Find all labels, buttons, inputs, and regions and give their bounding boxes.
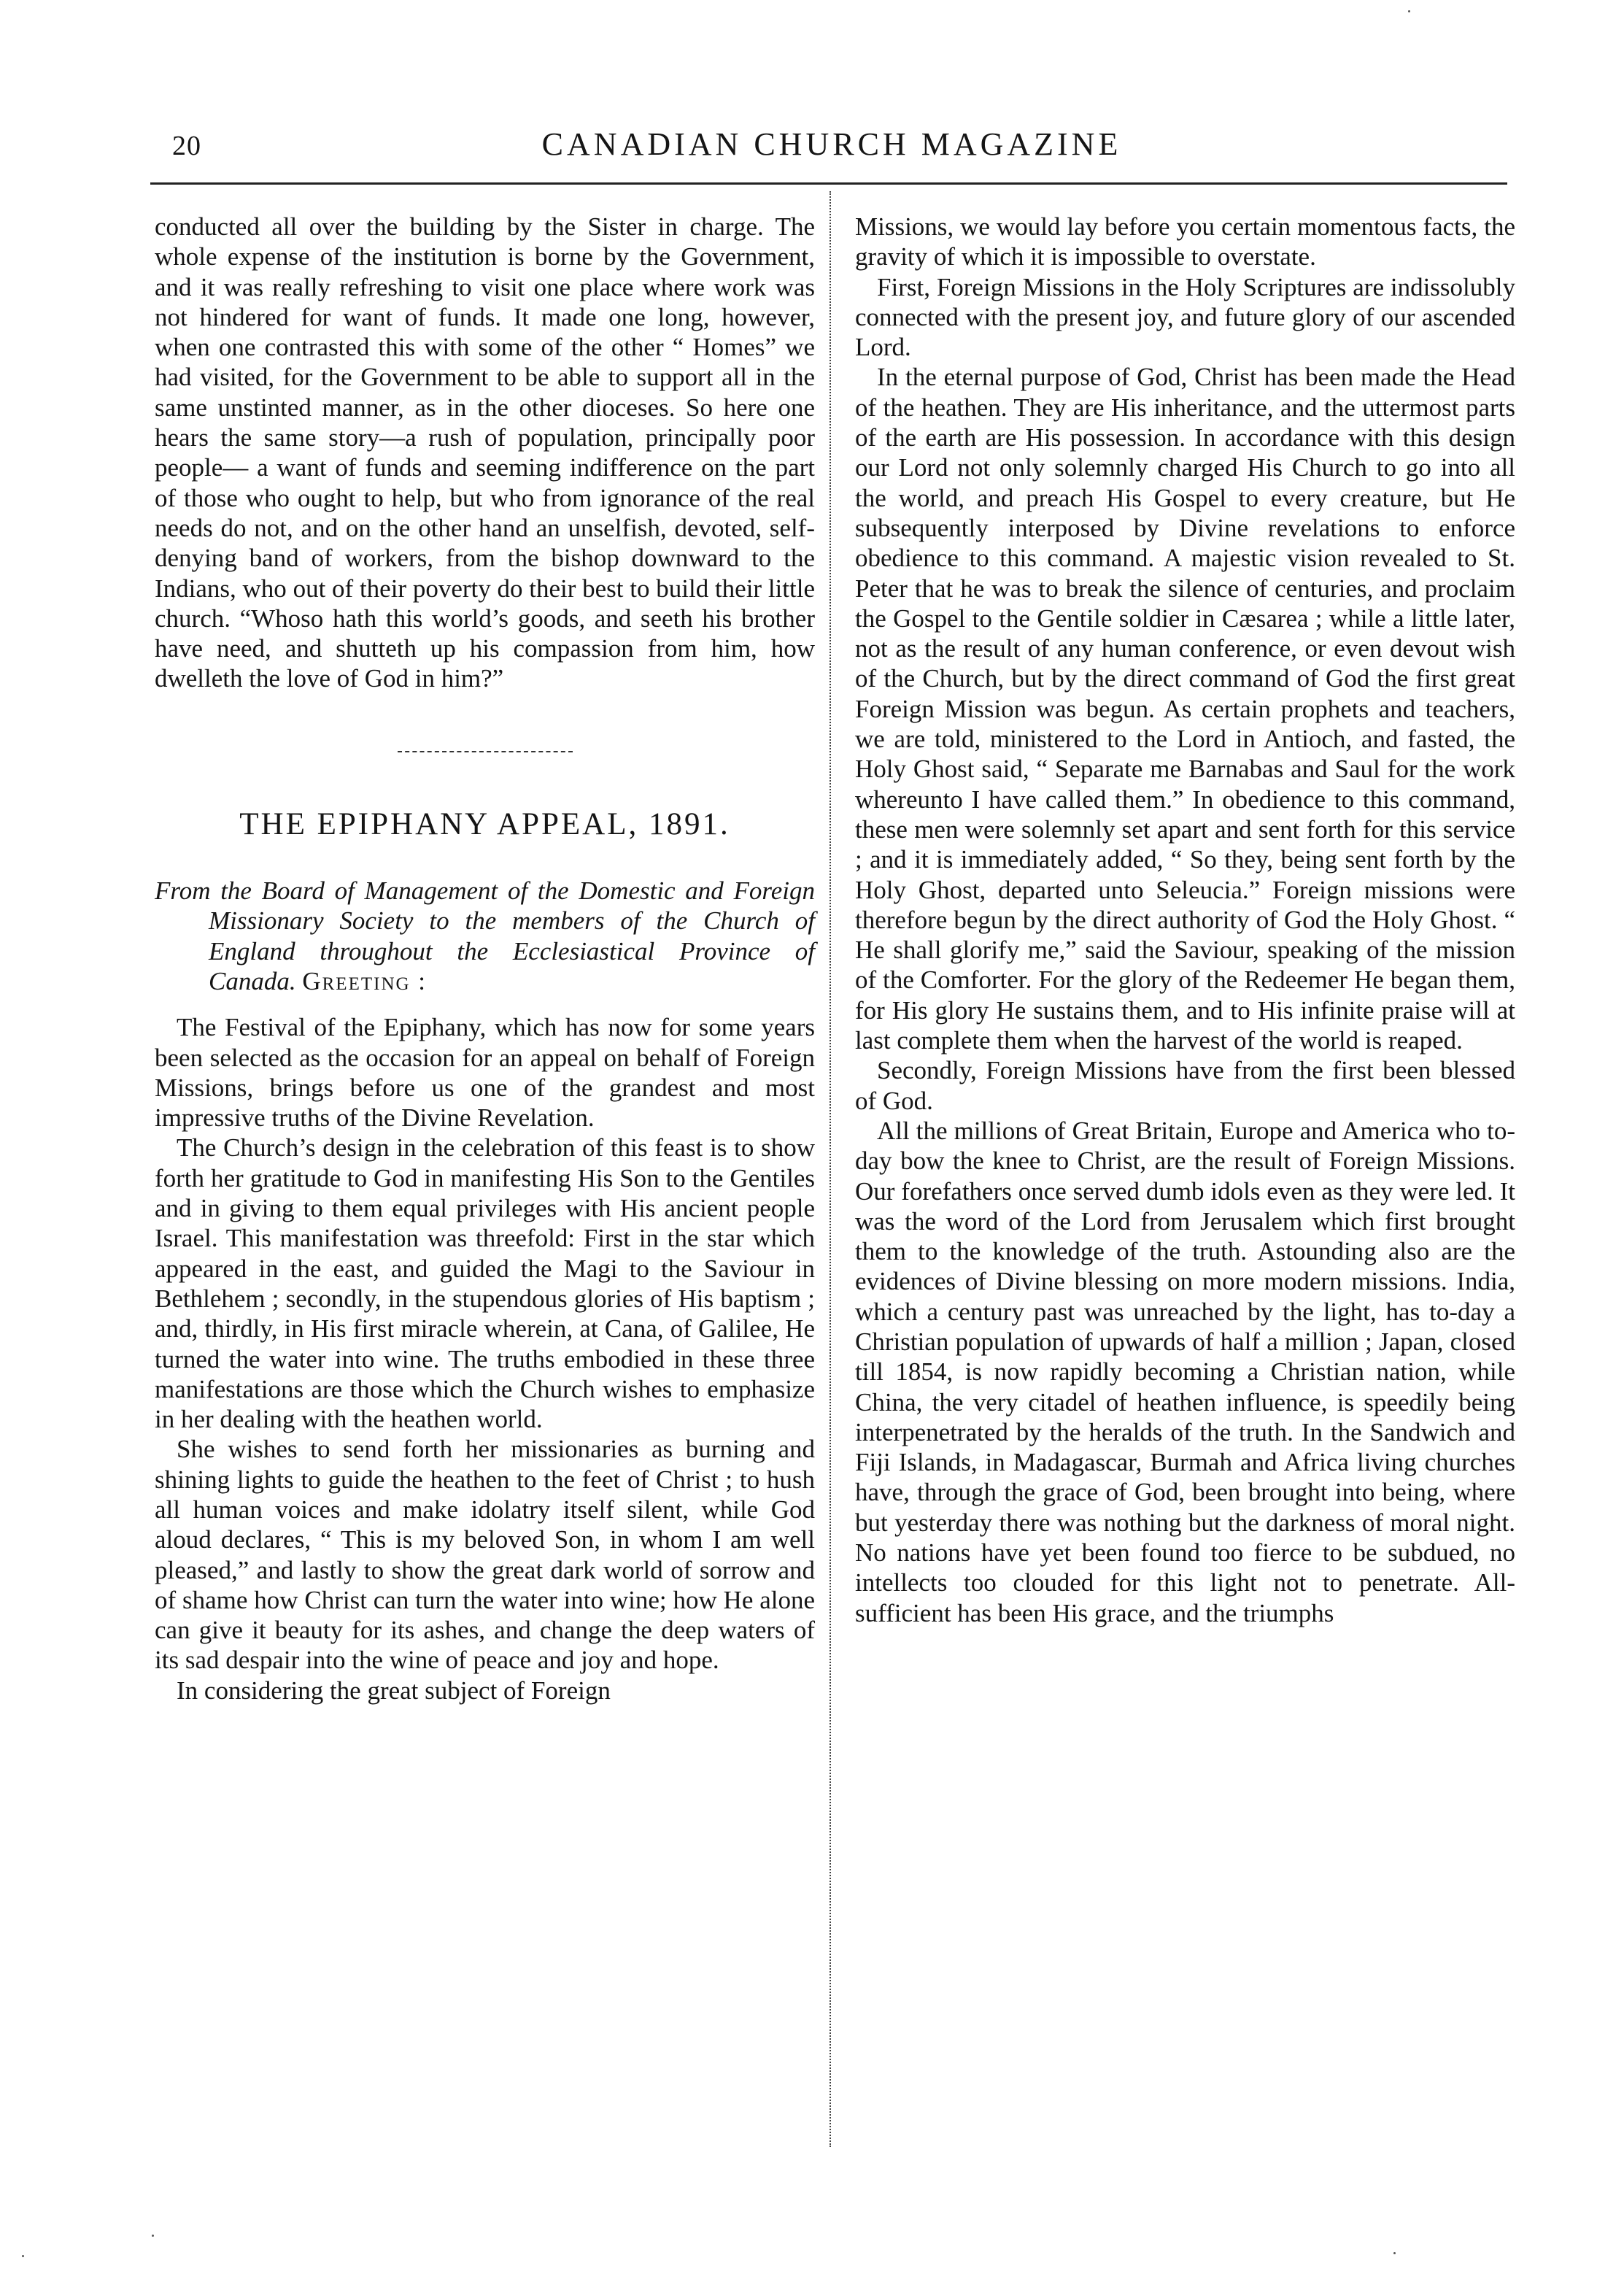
body-paragraph: In considering the great subject of Foreign [177,1676,611,1705]
magazine-title: CANADIAN CHURCH MAGAZINE [541,126,1122,162]
continued-paragraph: conducted all over the building by the Sister in charge. The whole expense of the institution is borne by the Government, and it was really refreshing to visit one place where work was not hindered for want of funds. It made one long, however, when one contrasted this with some of the other “ Homes” we had visited, for the Government to be able to support all in the same unstinted manner, as in the other dioceses. So here one hears the same story—a rush of population, principally poor people— a want of funds and seeming indifference on the part of those who ought to help, but who from ignorance of the real needs do not, and on the other hand an unselfish, devoted, self-denying band of workers, from the bishop downward to the Indians, who out of their poverty do their best to build their little church. “Whoso hath this world’s goods, and seeth his brother have need, and shutteth up his compassion from him, how dwelleth the love of God in him?” [155,212,815,693]
body-paragraph: First, Foreign Missions in the Holy Scriptures are indissolubly connected with the present joy, and future glory of our ascended Lord. [855,272,1515,362]
left-column [155,212,815,1705]
header-rule [150,182,1507,185]
body-paragraph: All the millions of Great Britain, Europe and America who to-day bow the knee to Christ, are the result of Foreign Missions. Our forefathers once served dumb idols even as they were led. It was the word of the Lord from Jerusalem which first brought them to the knowledge of the truth. Astounding also are the evidences of Divine blessing on more modern missions. India, which a century past was unreached by the light, has to-day a Christian population of upwards of half a million ; Japan, closed till 1854, is now rapidly becoming a Christian nation, while China, the very citadel of heathen influence, is speedily being interpenetrated by the heralds of the truth. In the Sandwich and Fiji Islands, in Madagascar, Burmah and Africa living churches have, through the grace of God, been brought into being, where but yesterday there was nothing but the darkness of moral night. No nations have yet been found too fierce to be subdued, no intellects too clouded for this light not to penetrate. All-sufficient has been His grace, and the triumphs [855,1116,1515,1627]
scan-speck [1408,10,1410,12]
body-paragraph: Secondly, Foreign Missions have from the first been blessed of God. [855,1056,1515,1115]
right-column [855,212,1515,1628]
body-paragraph: The Church’s design in the celebration of this feast is to show forth her gratitude to God in manifesting His Son to the Gentiles and in giving to them equal privileges with His ancient people Israel. This manifestation was threefold: First in the star which appeared in the east, and guided the Magi to the Saviour in Bethlehem ; secondly, in the stupendous glories of His baptism ; and, thirdly, in His first miracle wherein, at Cana, of Galilee, He turned the water into wine. The truths embodied in these three manifestations are those which the Church wishes to emphasize in her dealing with the heathen world. [155,1133,815,1434]
scan-speck [152,2235,154,2237]
page-number: 20 [172,131,201,161]
body-paragraph: The Festival of the Epiphany, which has now for some years been selected as the occasion for an appeal on behalf of Foreign Missions, brings before us one of the grandest and most impressive truths of the Divine Revelation. [155,1013,815,1133]
section-title: THE EPIPHANY APPEAL, 1891. [239,806,730,841]
scan-speck [22,2255,24,2257]
appeal-intro-text: From the Board of Management of the Domestic and Foreign Missionary Society to the members of the Church of England throughout the Ecclesiastical Province of Canada. [155,876,815,995]
scan-speck [1393,2252,1396,2254]
body-paragraph: Missions, we would lay before you certain momentous facts, the gravity of which it is impossible to overstate. [855,212,1515,271]
body-paragraph: In the eternal purpose of God, Christ has been made the Head of the heathen. They are His inheritance, and the uttermost parts of the earth are His possession. In accordance with this design our Lord not only solemnly charged His Church to go into all the world, and preach His Gospel to every creature, but He subsequently interposed by Divine revelations to enforce obedience to this command. A majestic vision revealed to St. Peter that he was to break the silence of centuries, and proclaim the Gospel to the Gentile soldier in Cæsarea ; while a little later, not as the result of any human conference, or even devout wish of the Church, but by the direct command of God the first great Foreign Mission was begun. As certain prophets and teachers, we are told, ministered to the Lord in Antioch, and fasted, the Holy Ghost said, “ Separate me Barnabas and Saul for the work whereunto I have called them.” In obedience to this command, these men were solemnly set apart and sent forth for this service ; and it is immediately added, “ So they, being sent forth by the Holy Ghost, departed unto Seleucia.” Foreign missions were therefore begun by the direct authority of God the Holy Ghost. “ He shall glorify me,” said the Saviour, speaking of the mission of the Comforter. For the glory of the Redeemer He began them, for His glory He sustains them, and to His infinite praise will at last complete them when the harvest of the world is reaped. [855,363,1515,1055]
appeal-intro [155,876,815,996]
page-header [146,126,1517,169]
section-divider [398,751,573,752]
column-divider [830,191,831,2147]
body-paragraph: She wishes to send forth her missionaries as burning and shining lights to guide the heathen to the feet of Christ ; to hush all human voices and make idolatry itself silent, while God aloud declares, “ This is my beloved Son, in whom I am well pleased,” and lastly to show the great dark world of sorrow and of shame how Christ can turn the water into wine; how He alone can give it beauty for its ashes, and change the deep waters of its sad despair into the wine of peace and joy and hope. [155,1435,815,1675]
greeting: Greeting : [302,966,428,995]
